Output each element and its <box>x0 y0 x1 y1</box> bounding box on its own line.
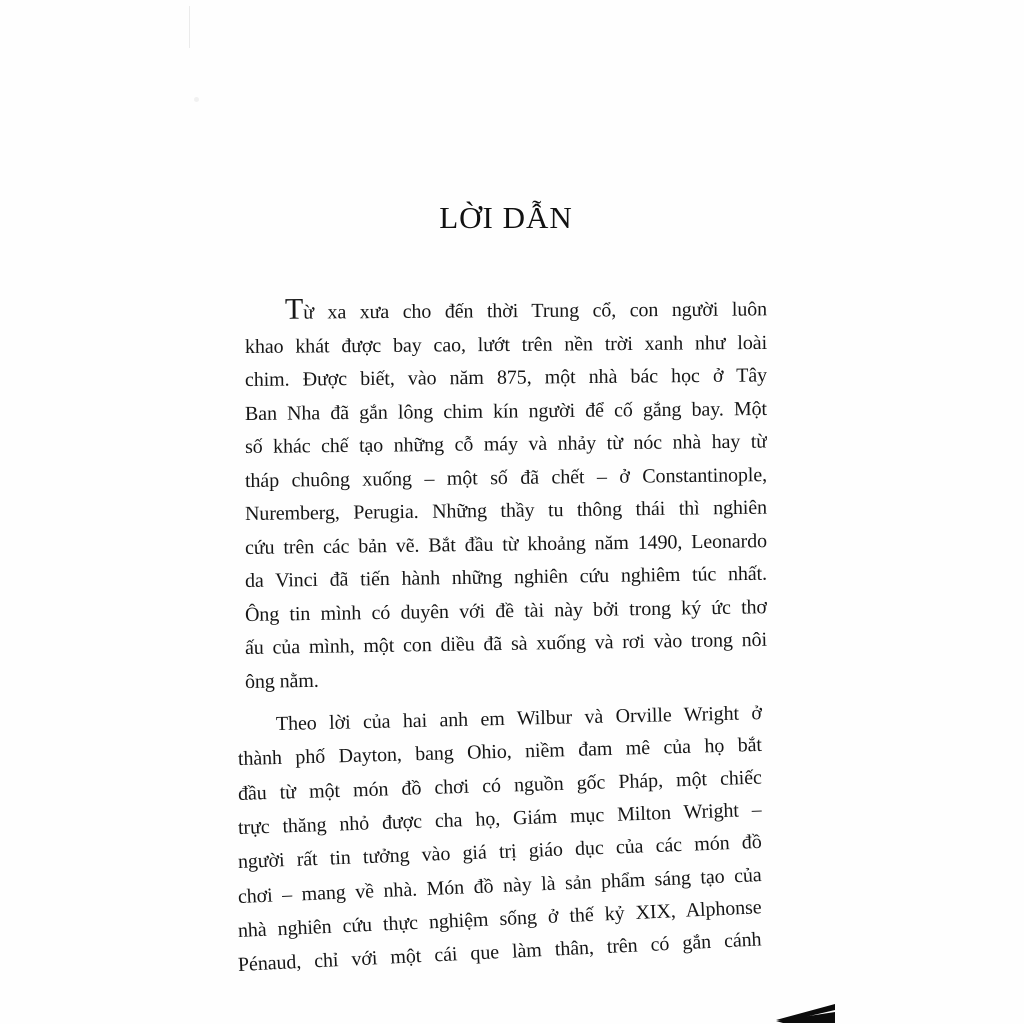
text-line: số khác chế tạo những cỗ máy và nhảy từ nóc nhà hay từ <box>244 430 768 458</box>
text-line <box>245 292 767 330</box>
text-line: da Vinci đã tiến hành những nghiên cứu nghiêm túc nhất. <box>244 562 768 592</box>
page-title: LỜI DẪN <box>439 200 573 235</box>
text-line: người rất tin tưởng vào giá trị giáo dục của các món đồ <box>237 831 763 874</box>
initial-capital: T <box>284 292 304 326</box>
scan-artifact-line <box>189 6 190 48</box>
text-line: cứu trên các bản vẽ. Bắt đầu từ khoảng năm 1490, Leonardo <box>244 529 768 559</box>
text-line: đầu từ một món đồ chơi có nguồn gốc Pháp, một chiếc <box>237 766 763 805</box>
text-line: Theo lời của hai anh em Wilbur và Orville Wright ở <box>275 702 763 736</box>
text-line: nhà nghiên cứu thực nghiệm sống ở thế kỷ XIX, Alphonse <box>237 896 762 942</box>
text-line: tháp chuông xuống – một số đã chết – ở Constantinople, <box>244 463 768 492</box>
text-line: chim. Được biết, vào năm 875, một nhà bác học ở Tây <box>244 364 768 391</box>
text-line: trực thăng nhỏ được cha họ, Giám mục Milton Wright – <box>237 798 763 839</box>
text-line: chơi – mang về nhà. Món đồ này là sản phẩm sáng tạo của <box>237 863 763 908</box>
text-line: thành phố Dayton, bang Ohio, niềm đam mê của họ bắt <box>237 734 763 771</box>
scan-artifact-speck <box>194 97 199 102</box>
text-line: khao khát được bay cao, lướt trên nền trời xanh như loài <box>244 331 768 358</box>
text-line: ấu của mình, một con diều đã sà xuống và rơi vào trong nôi <box>244 628 768 659</box>
text-line: Nuremberg, Perugia. Những thầy tu thông thái thì nghiên <box>244 496 768 525</box>
text-line: ông nằm. <box>244 669 319 693</box>
text-line: Pénaud, chỉ với một cái que làm thân, trên có gắn cánh <box>237 928 762 977</box>
text-line: Ông tin mình có duyên với đề tài này bởi trong ký ức thơ <box>244 595 768 626</box>
text-line-content: ừ xa xưa cho đến thời Trung cổ, con người luôn <box>303 298 768 324</box>
text-line: Ban Nha đã gắn lông chim kín người để cố gắng bay. Một <box>244 397 768 425</box>
